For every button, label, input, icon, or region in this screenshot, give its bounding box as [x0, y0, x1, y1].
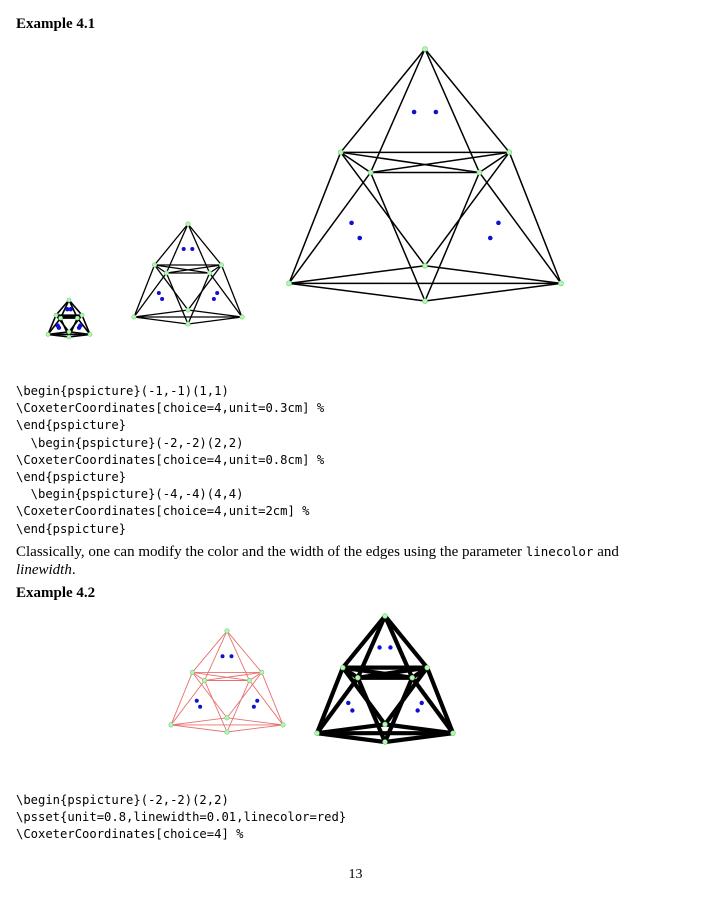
vertex [425, 665, 430, 670]
label-dot [420, 701, 424, 705]
vertex [247, 678, 251, 682]
paragraph-text-after: . [71, 561, 76, 578]
edge [227, 718, 283, 725]
label-dot [346, 701, 350, 705]
vertex [225, 730, 229, 734]
code-line: \end{pspicture} [16, 521, 127, 536]
example-4-1-heading: Example 4.1 [16, 16, 96, 32]
code-line: \CoxeterCoordinates[choice=4,unit=0.8cm] % [16, 452, 325, 467]
linewidth-italic-word: linewidth [16, 561, 72, 578]
edge [192, 631, 227, 672]
label-dot [221, 654, 225, 658]
vertex [169, 723, 173, 727]
vertex [355, 675, 360, 680]
code-line: \begin{pspicture}(-2,-2)(2,2) [16, 793, 229, 807]
label-dot [195, 699, 199, 703]
vertex [410, 675, 415, 680]
vertex [260, 670, 264, 674]
vertex [225, 716, 229, 720]
edge [205, 680, 227, 732]
label-dot [252, 705, 256, 709]
code-line: \begin{pspicture}(-2,-2)(2,2) [16, 435, 244, 450]
vertex [383, 614, 388, 619]
edge [171, 725, 227, 732]
edge [227, 672, 262, 717]
edge [171, 680, 205, 724]
page-number: 13 [348, 867, 363, 882]
linecolor-code-word: linecolor [525, 544, 594, 559]
vertex [281, 723, 285, 727]
vertex [451, 731, 456, 736]
vertex [225, 629, 229, 633]
example-4-2-code [16, 792, 346, 844]
label-dot [377, 645, 381, 649]
vertex [202, 678, 206, 682]
vertex [340, 665, 345, 670]
edge [192, 672, 227, 717]
code-line: \CoxeterCoordinates[choice=4,unit=0.3cm] % [16, 401, 325, 416]
vertex [383, 740, 388, 745]
edge [227, 680, 249, 732]
label-dot [255, 699, 259, 703]
code-line: \begin{pspicture}(-1,-1)(1,1) [16, 384, 229, 398]
label-dot [350, 708, 354, 712]
code-line: \begin{pspicture}(-4,-4)(4,4) [16, 487, 244, 502]
vertex [190, 670, 194, 674]
paragraph-text-middle: and [593, 544, 619, 560]
vertex [383, 722, 388, 727]
polytope-black-thick [315, 614, 456, 745]
polytope-red-thin [169, 629, 285, 734]
label-dot [198, 705, 202, 709]
code-line: \psset{unit=0.8,linewidth=0.01,linecolor=red} [16, 810, 347, 825]
label-dot [415, 708, 419, 712]
code-line: \end{pspicture} [16, 470, 127, 485]
edge [249, 680, 283, 724]
edge [262, 672, 283, 725]
label-dot [229, 654, 233, 658]
vertex [315, 731, 320, 736]
example-4-2-heading: Example 4.2 [16, 585, 96, 601]
edge [205, 672, 262, 680]
edge [227, 631, 262, 672]
code-line: \end{pspicture} [16, 418, 127, 433]
edge [171, 672, 192, 725]
paragraph-text-before: Classically, one can modify the color and the width of the edges using the parameter [16, 544, 526, 560]
edge [171, 718, 227, 725]
code-line: \CoxeterCoordinates[choice=4] % [16, 827, 244, 842]
edge [192, 672, 249, 680]
code-line: \CoxeterCoordinates[choice=4,unit=2cm] % [16, 504, 310, 519]
edge [227, 725, 283, 732]
label-dot [388, 645, 392, 649]
